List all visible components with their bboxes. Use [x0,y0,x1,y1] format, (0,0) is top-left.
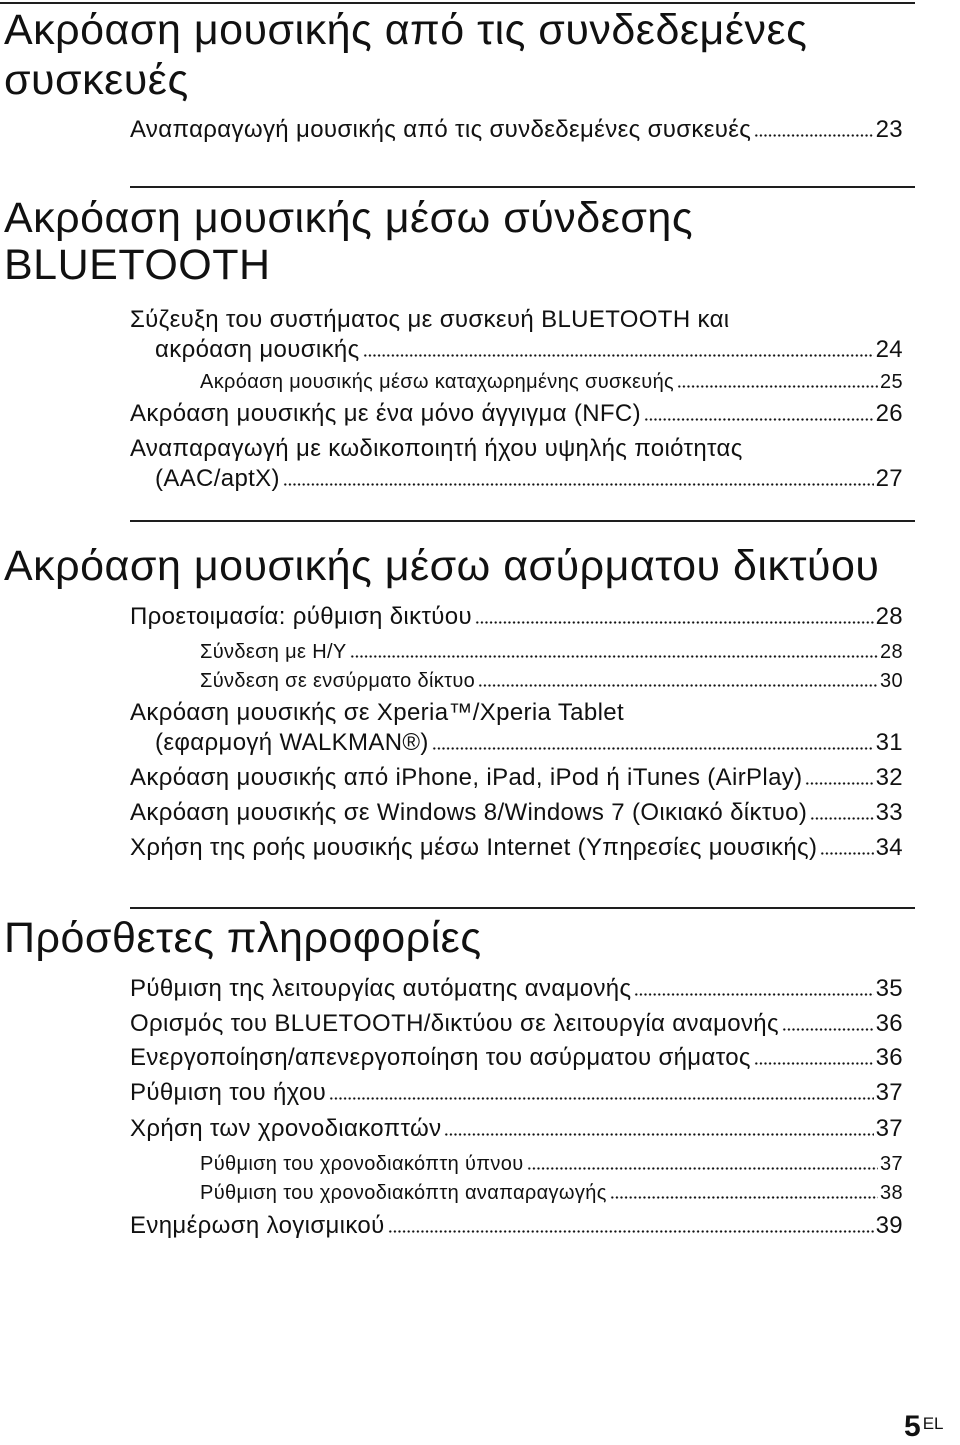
toc-subentry-page: 37 [880,1153,903,1175]
toc-entry [130,1076,903,1110]
section-heading [4,913,482,963]
toc-entry-title: Ακρόαση μουσικής σε Windows 8/Windows 7 (Οικιακό δίκτυο) [130,799,808,826]
toc-entry [130,972,903,1006]
section-heading [4,541,879,591]
toc-entry-page: 37 [875,1115,903,1142]
toc-subentry-title: Σύνδεση με Η/Υ [200,641,347,663]
toc-entry-title: Ρύθμιση του ήχου [130,1079,327,1106]
toc-entry-page: 35 [875,975,903,1002]
toc-entry-page: 26 [875,400,903,427]
toc-entry-title: Χρήση της ροής μουσικής μέσω Internet (Υπηρεσίες μουσικής) [130,834,818,861]
section-heading [4,195,693,289]
toc-entry-page: 39 [875,1212,903,1239]
dot-leader [782,1028,874,1031]
dot-leader [805,782,873,785]
toc-entry [130,831,903,865]
toc-entry-page: 36 [875,1010,903,1037]
dot-leader [329,1097,873,1100]
toc-subentry-title: Ρύθμιση του χρονοδιακόπτη ύπνου [200,1153,524,1175]
toc-entry-title-line: (AAC/aptX) [155,465,280,492]
toc-entry-title: Χρήση των χρονοδιακοπτών [130,1115,442,1142]
toc-subentry-title: Ακρόαση μουσικής μέσω καταχωρημένης συσκευής [200,371,675,393]
toc-entry [130,434,903,494]
toc-entry-page: 24 [875,336,903,363]
dot-leader [432,747,874,750]
toc-entry-title-line: Αναπαραγωγή με κωδικοποιητή ήχου υψηλής ποιότητας [130,435,743,462]
toc-entry-page: 37 [875,1079,903,1106]
dot-leader [754,134,873,137]
section-heading [4,5,807,105]
page-number [904,1412,943,1442]
toc-entry-page: 27 [875,465,903,492]
toc-entry-page: 23 [875,116,903,143]
dot-leader [283,483,874,486]
toc-entry-title: Ενημέρωση λογισμικού [130,1212,385,1239]
section-heading-line: BLUETOOTH [4,241,271,289]
toc-entry-page: 31 [875,729,903,756]
toc-entry [130,1112,903,1146]
dot-leader [478,684,878,687]
dot-leader [475,621,874,624]
toc-entry-title: Ακρόαση μουσικής με ένα μόνο άγγιγμα (NFC) [130,400,641,427]
toc-entry-page: 32 [875,764,903,791]
toc-entry [130,600,903,634]
dot-leader [610,1196,878,1199]
dot-leader [754,1062,874,1065]
toc-subentry-page: 30 [880,670,903,692]
toc-subentry [200,365,903,399]
toc-entry-page: 33 [875,799,903,826]
section-rule [130,186,915,188]
section-rule [130,520,915,522]
toc-entry [130,1209,903,1243]
dot-leader [634,993,873,996]
toc-entry-page: 34 [875,834,903,861]
toc-entry-last-line [155,335,903,365]
toc-subentry-page: 38 [880,1182,903,1204]
toc-entry-title: Ακρόαση μουσικής από iPhone, iPad, iPod ή iTunes (AirPlay) [130,764,803,791]
toc-entry [130,305,903,365]
toc-entry-title-line: Σύζευξη του συστήματος με συσκευή BLUETOOTH και [130,306,730,333]
toc-entry [130,796,903,830]
toc-entry-last-line [155,464,903,494]
page-number-digit: 5 [904,1410,921,1443]
toc-entry-page: 36 [875,1044,903,1071]
section-heading-line: Ακρόαση μουσικής μέσω ασύρματου δικτύου [4,542,880,590]
section-rule [0,2,915,4]
section-rule [130,907,915,909]
toc-entry [130,1041,903,1075]
toc-entry-title: Ενεργοποίηση/απενεργοποίηση του ασύρματου σήματος [130,1044,751,1071]
toc-entry-title: Ρύθμιση της λειτουργίας αυτόματης αναμονής [130,975,632,1002]
toc-entry-page: 28 [875,603,903,630]
dot-leader [677,385,878,388]
dot-leader [810,817,873,820]
dot-leader [350,655,878,658]
toc-subentry-title: Σύνδεση σε ενσύρματο δίκτυο [200,670,476,692]
toc-entry-title: Ορισμός του BLUETOOTH/δικτύου σε λειτουργία αναμονής [130,1010,779,1037]
toc-entry-last-line [155,728,903,758]
toc-entry-title: Αναπαραγωγή μουσικής από τις συνδεδεμένες συσκευές [130,116,752,143]
section-heading-line: Ακρόαση μουσικής μέσω σύνδεσης [4,194,694,242]
section-heading-line: συσκευές [4,56,189,104]
toc-entry [130,698,903,758]
dot-leader [444,1133,873,1136]
toc-subentry-page: 25 [880,371,903,393]
section-heading-line: Πρόσθετες πληροφορίες [4,914,482,962]
toc-subentry-page: 28 [880,641,903,663]
toc-entry-title-line: (εφαρμογή WALKMAN®) [155,729,429,756]
dot-leader [527,1167,879,1170]
toc-subentry-title: Ρύθμιση του χρονοδιακόπτη αναπαραγωγής [200,1182,607,1204]
toc-entry [130,761,903,795]
toc-entry-title-line: ακρόαση μουσικής [155,336,360,363]
toc-entry-title: Προετοιμασία: ρύθμιση δικτύου [130,603,472,630]
toc-entry-title-line: Ακρόαση μουσικής σε Xperia™/Xperia Tablet [130,699,624,726]
toc-entry [130,1007,903,1041]
dot-leader [388,1230,874,1233]
section-heading-line: Ακρόαση μουσικής από τις συνδεδεμένες [4,6,808,54]
dot-leader [820,852,873,855]
language-code: EL [922,1414,944,1433]
toc-subentry [200,664,903,698]
dot-leader [644,418,874,421]
toc-entry [130,397,903,431]
toc-subentry [200,1176,903,1210]
dot-leader [363,354,874,357]
toc-entry [130,113,903,147]
